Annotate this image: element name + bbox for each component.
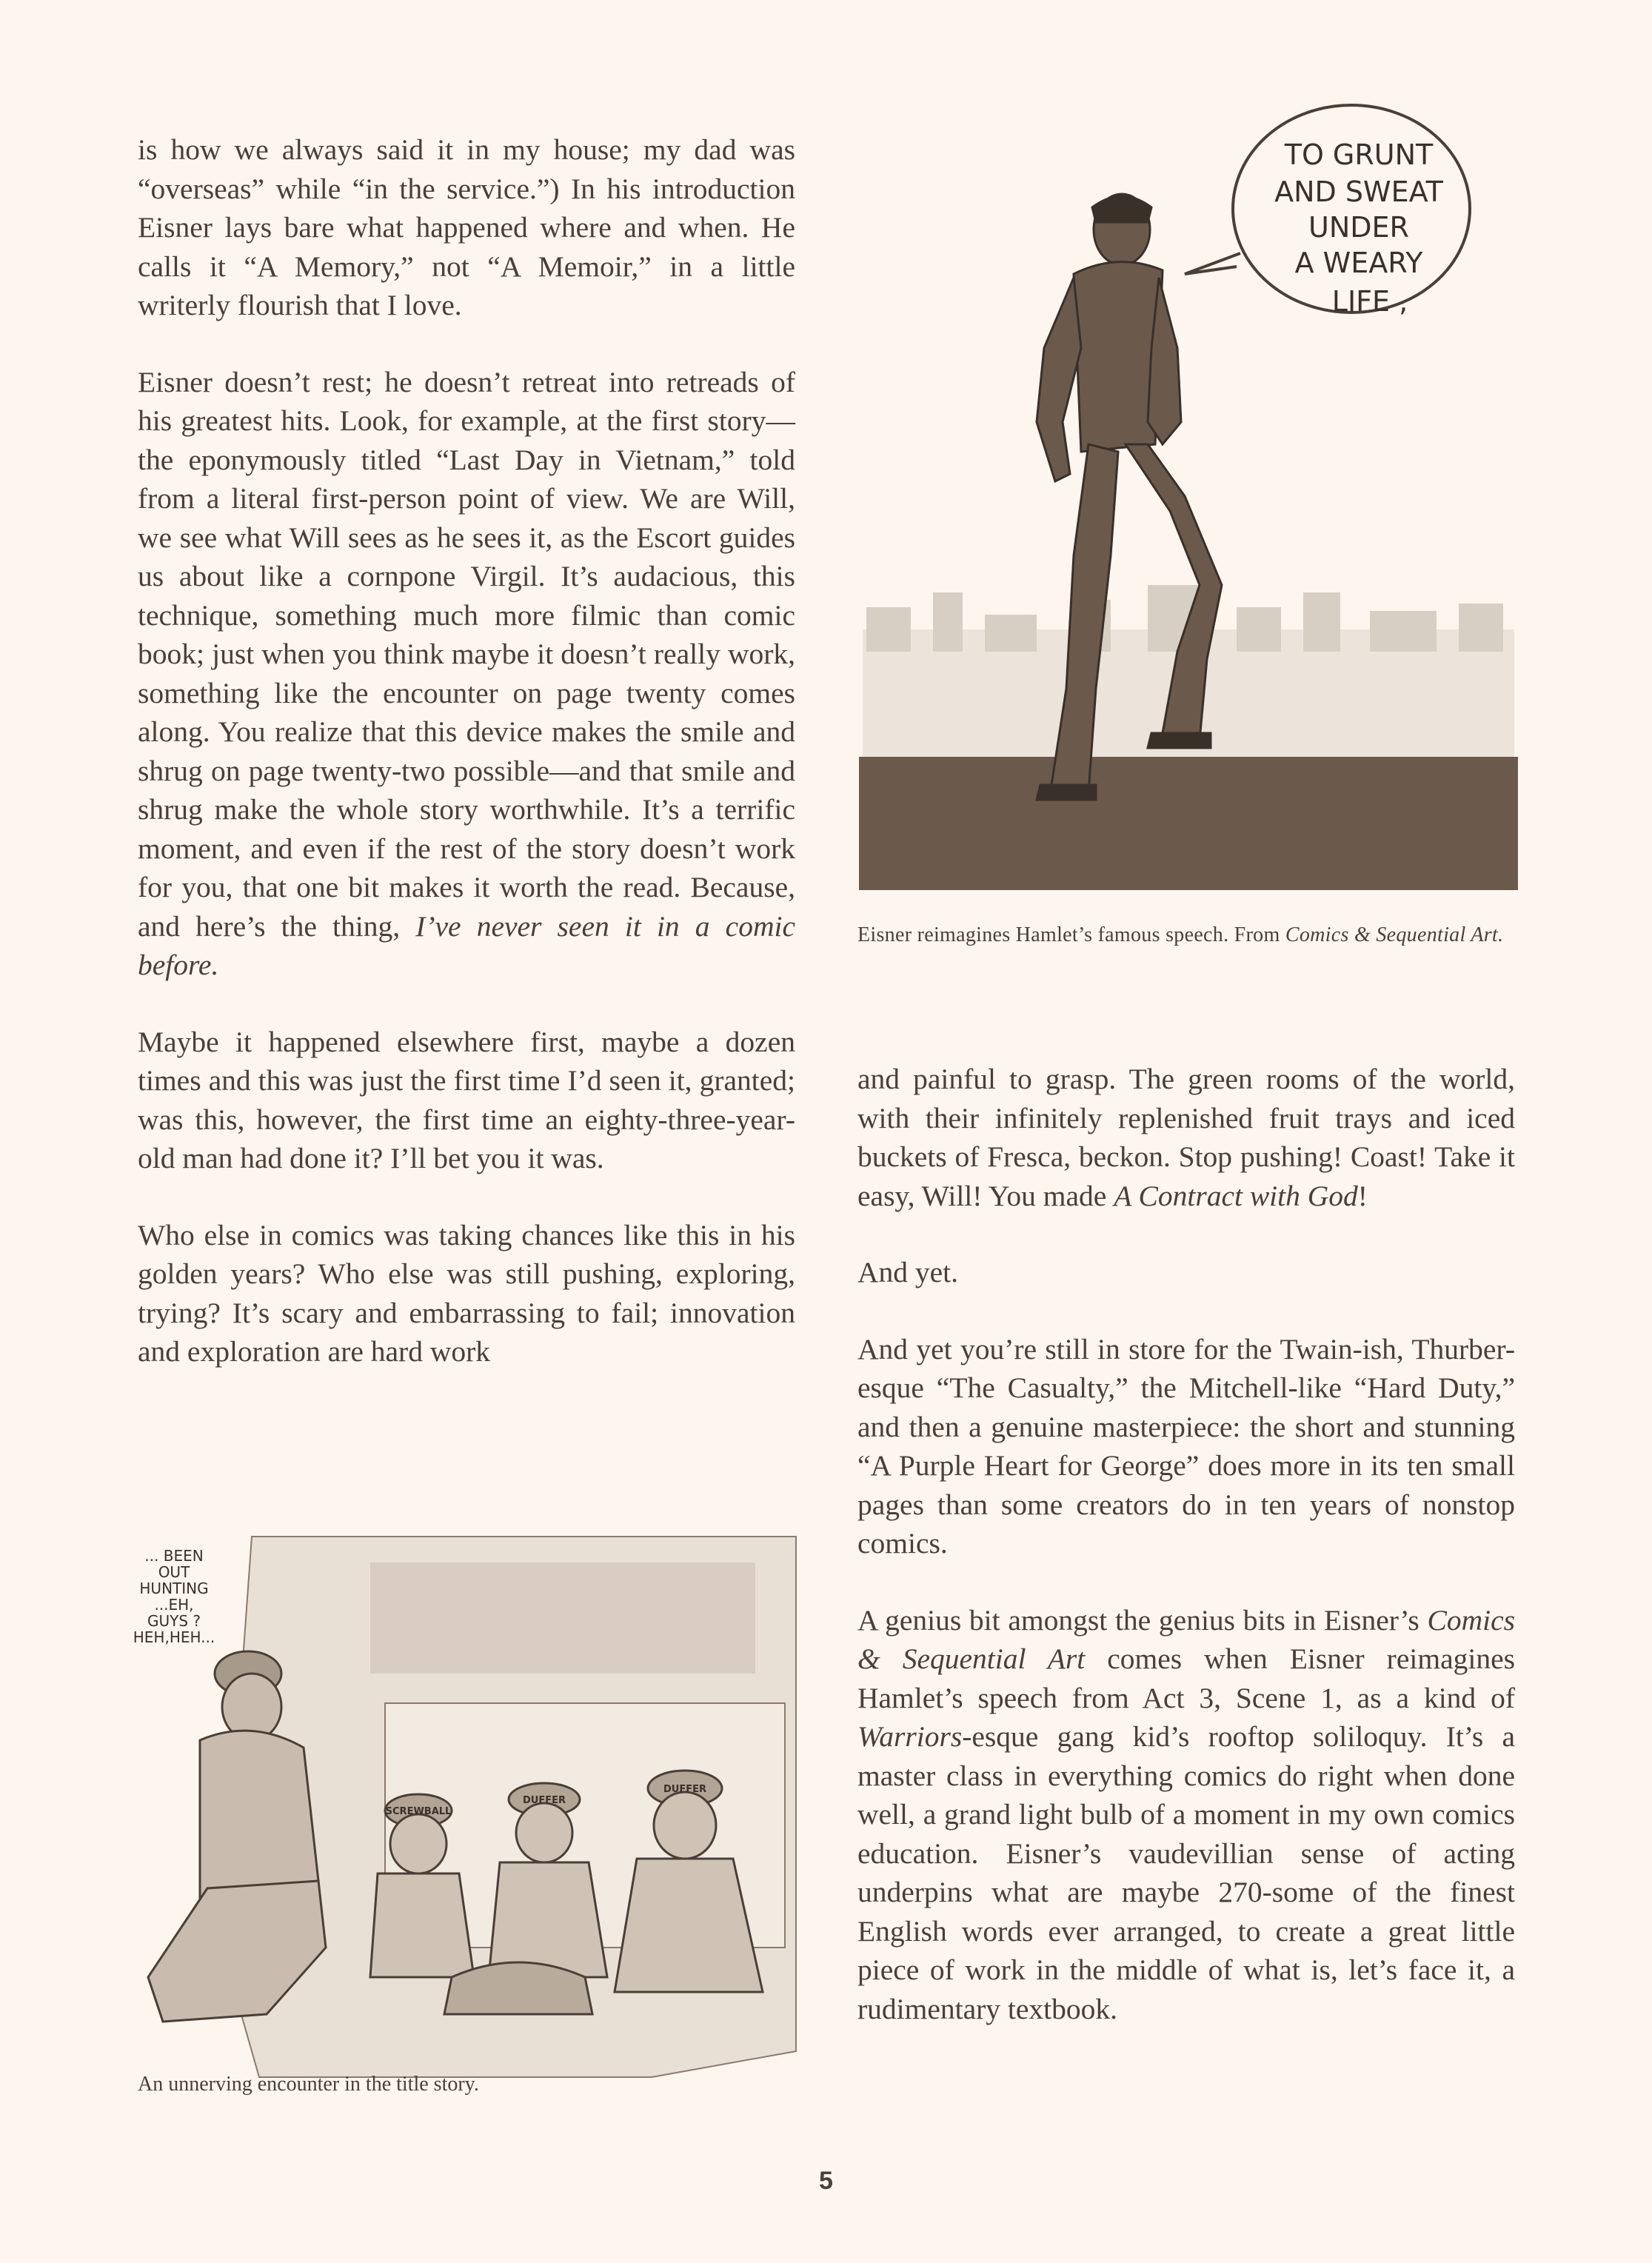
caption-italic: Comics & Sequential Art. — [1285, 923, 1504, 946]
emphasis-text: Warriors — [857, 1720, 963, 1753]
soldiers-illustration — [133, 1533, 800, 2081]
paragraph: is how we always said it in my house; my dad was “overseas” while “in the service.”) In his introduction Eisner lays bare what happened where and when. He calls it “A Memory,” not “A Memoir,” in a little writerly flourish that I love. — [138, 133, 795, 321]
hamlet-illustration — [852, 96, 1522, 896]
figure-caption: An unnerving encounter in the title story. — [138, 2073, 479, 2096]
speech-line: A WEARY — [1294, 247, 1423, 279]
page-number: 5 — [819, 2167, 833, 2195]
speech-line: TO GRUNT — [1284, 138, 1434, 171]
helmet-label: DUFFER — [523, 1795, 566, 1806]
speech-line: UNDER — [1308, 211, 1409, 244]
paragraph: And yet you’re still in store for the Twain-ish, Thurber-esque “The Casualty,” the Mitchell-like “Hard Duty,” and then a genuine masterpiece: the short and stunning “A Purple Heart for George” does more in its ten small pages than some creators do in ten years of nonstop comics. — [857, 1332, 1515, 1560]
paragraph-text: and painful to grasp. The green rooms of the world, with their infinitely replenished fruit trays and iced buckets of Fresca, beckon. Stop pushing! Coast! Take it easy, Will! You made — [857, 1063, 1515, 1212]
speech-line: LIFE , — [1331, 285, 1408, 318]
emphasis-text: A Contract with God — [1114, 1179, 1358, 1212]
paragraph-text: comes when Eisner reimagines Hamlet’s speech from Act 3, Scene 1, as a kind of — [857, 1642, 1515, 1714]
paragraph-text: A genius bit amongst the genius bits in Eisner’s — [857, 1603, 1428, 1637]
caption-text: Eisner reimagines Hamlet’s famous speech. From — [857, 923, 1285, 946]
speech-line: OUT — [158, 1563, 190, 1581]
rooftop — [859, 757, 1518, 890]
paragraph-text: ! — [1357, 1179, 1368, 1212]
paragraph — [138, 363, 795, 985]
helmet-label: SCREWBALL — [385, 1806, 452, 1817]
paragraph: And yet. — [857, 1256, 959, 1288]
paragraph-text: Eisner doesn’t rest; he doesn’t retreat into retreads of his greatest hits. Look, for example, at the first story—the eponymously titled “Last Day in Vietnam,” told from a literal first-person point of view. We are Will, we see what Will sees as he sees it, as the Escort guides us about like a cornpone Virgil. It’s audacious, this technique, something much more filmic than comic book; just when you think maybe it doesn’t really work, something like the encounter on page twenty comes along. You realize that this device makes the smile and shrug on page twenty-two possible—and that smile and shrug make the whole story worthwhile. It’s a terrific moment, and even if the rest of the story doesn’t work for you, that one bit makes it worth the read. Because, and here’s the thing, — [138, 365, 795, 943]
emphasis-text: I’ve never seen it in a comic before. — [138, 909, 795, 981]
speech-line: HUNTING — [139, 1580, 209, 1597]
speech-bubble-tail — [1185, 253, 1240, 274]
paragraph — [857, 1601, 1515, 2029]
paragraph: Who else in comics was taking chances like this in his golden years? Who else was still pushing, exploring, trying? It’s scary and embarrassing to fail; innovation and exploration are hard work — [138, 1218, 795, 1368]
speech-line: ...EH, — [154, 1596, 194, 1614]
figure-caption — [857, 921, 1516, 949]
speech-line: HEH,HEH... — [133, 1628, 215, 1646]
left-column — [138, 130, 795, 1371]
speech-line: AND SWEAT — [1274, 176, 1443, 208]
speech-line: ... BEEN — [144, 1547, 204, 1565]
paragraph — [857, 1060, 1515, 1215]
helmet-label: DUFFER — [663, 1784, 706, 1795]
paragraph: Maybe it happened elsewhere first, maybe a dozen times and this was just the first time I’d seen it, granted; was this, however, the first time an eighty-three-year-old man had done it? I’ll bet you it was. — [138, 1025, 795, 1174]
speech-line: GUYS ? — [147, 1612, 201, 1630]
speech-bubble — [1233, 105, 1470, 312]
paragraph-text: -esque gang kid’s rooftop soliloquy. It’s a master class in everything comics do right when done well, a grand light bulb of a moment in my own comics education. Eisner’s vaudevillian sense of acting underpins what are maybe 270-some of the finest English words ever arranged, to create a great little piece of work in the middle of what is, let’s face it, a rudimentary textbook. — [857, 1720, 1515, 2025]
right-column — [857, 1060, 1515, 2028]
emphasis-text: Comics & Sequential Art — [857, 1603, 1515, 1675]
